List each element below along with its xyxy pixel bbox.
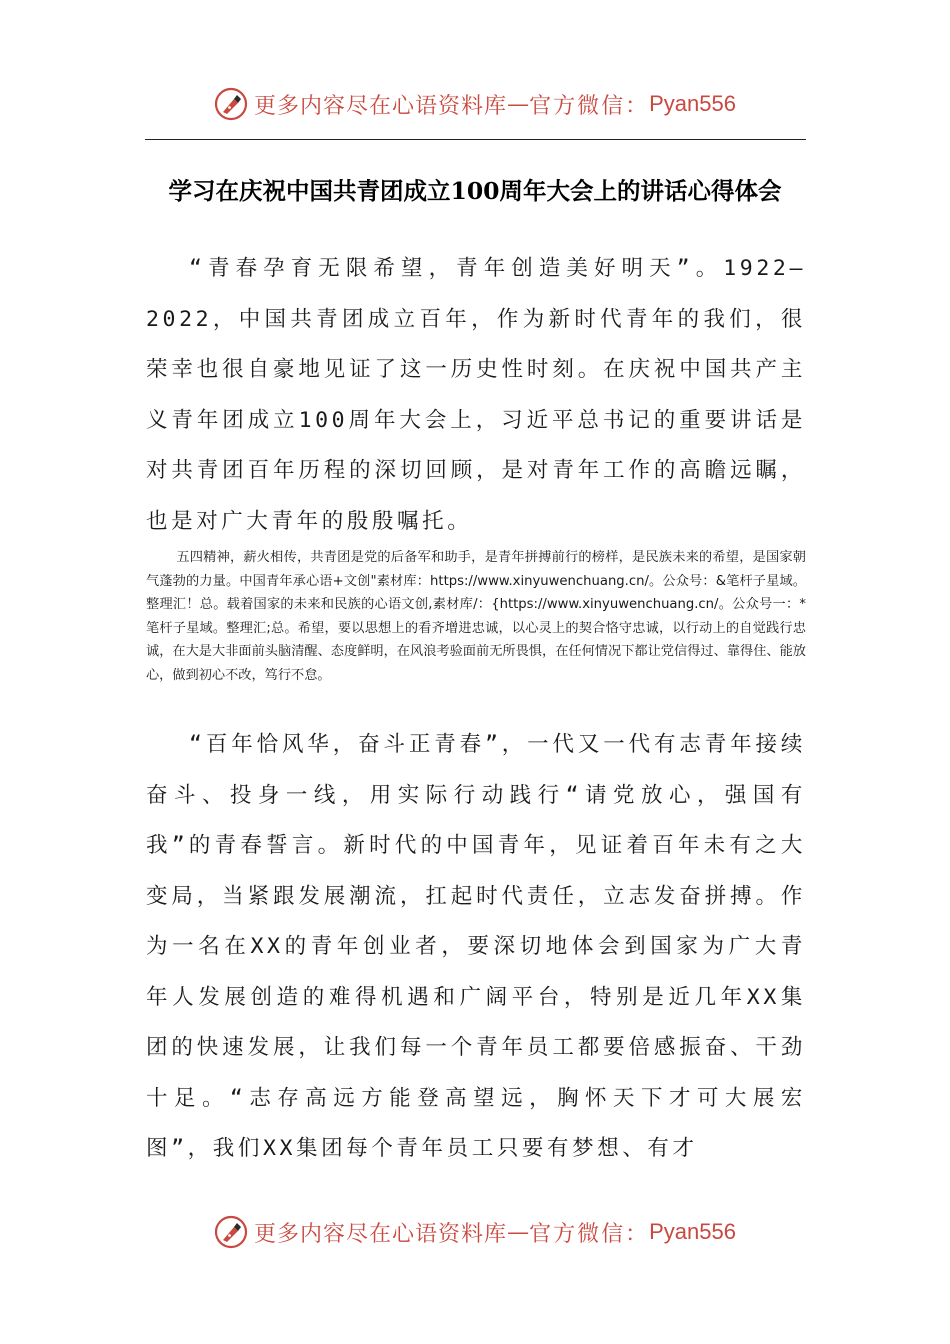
- banner-wechat-label: 官方微信：: [529, 93, 650, 119]
- banner-wechat-id: Pyan556: [649, 1219, 736, 1244]
- banner-wechat-label: 官方微信：: [529, 1221, 650, 1247]
- pen-nib-logo-icon: [214, 87, 248, 121]
- header-divider: [145, 139, 806, 140]
- document-title: 学习在庆祝中国共青团成立100周年大会上的讲话心得体会: [168, 177, 782, 205]
- footer-banner: [0, 1212, 950, 1252]
- body-paragraph-2-small: 五四精神，薪火相传，共青团是党的后备军和助手，是青年拼搏前行的榜样，是民族未来的希望，是国家朝气蓬勃的力量。中国青年承心语+文创"素材库：https://www.xinyuwenchuang.cn/。公众号：&笔杆子星域。整理汇！总。载着国家的未来和民族的心语文创,素材库/：{https://www.xinyuwenchuang.cn/。公众号一：*笔杆子星域。整理汇;总。希望，要以思想上的看齐增进忠诚，以心灵上的契合恪守忠诚，以行动上的自觉践行忠诚，在大是大非面前头脑清醒、态度鲜明，在风浪考验面前无所畏惧，在任何情况下都让党信得过、靠得住、能放心，做到初心不改，笃行不怠。: [146, 550, 806, 683]
- banner-dash: —: [507, 91, 530, 117]
- banner-wechat-id: Pyan556: [649, 91, 736, 116]
- pen-nib-logo-icon: [214, 1215, 248, 1249]
- header-banner: [0, 84, 950, 124]
- banner-dash: —: [507, 1219, 530, 1245]
- banner-slogan: 更多内容尽在心语资料库: [254, 93, 508, 119]
- body-paragraph-1: “青春孕育无限希望，青年创造美好明天”。1922—2022，中国共青团成立百年，作为新时代青年的我们，很荣幸也很自豪地见证了这一历史性时刻。在庆祝中国共产主义青年团成立100周年大会上，习近平总书记的重要讲话是对共青团百年历程的深切回顾，是对青年工作的高瞻远瞩，也是对广大青年的殷殷嘱托。: [146, 256, 806, 534]
- body-paragraph-3: “百年恰风华，奋斗正青春”，一代又一代有志青年接续奋斗、投身一线，用实际行动践行“请党放心，强国有我”的青春誓言。新时代的中国青年，见证着百年未有之大变局，当紧跟发展潮流，扛起时代责任，立志发奋拼搏。作为一名在XX的青年创业者，要深切地体会到国家为广大青年人发展创造的难得机遇和广阔平台，特别是近几年XX集团的快速发展，让我们每一个青年员工都要倍感振奋、干劲十足。“志存高远方能登高望远，胸怀天下才可大展宏图”，我们XX集团每个青年员工只要有梦想、有才: [146, 732, 806, 1161]
- banner-slogan: 更多内容尽在心语资料库: [254, 1221, 508, 1247]
